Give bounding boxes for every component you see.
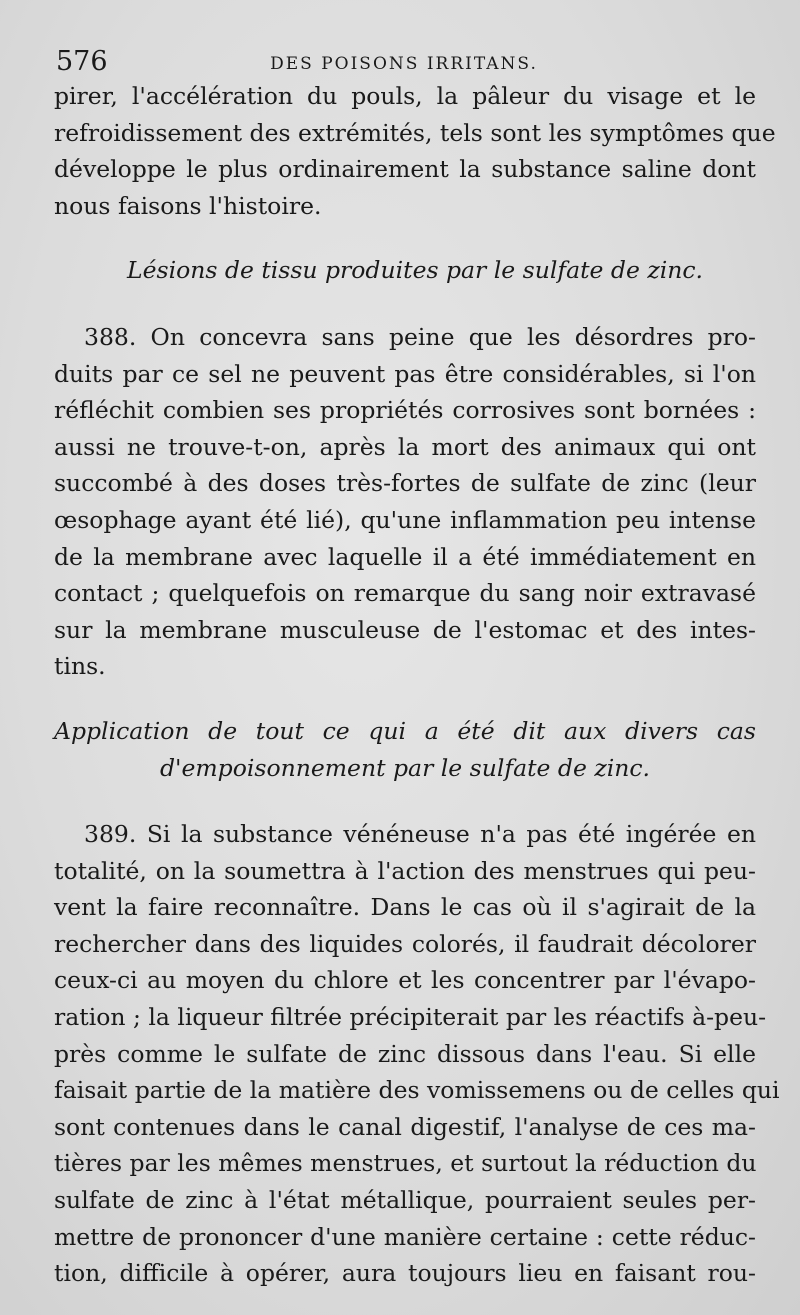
text-line: faisait partie de la matière des vomissemens ou de celles qui	[54, 1076, 780, 1105]
text-line: 388. On concevra sans peine que les désordres pro-	[84, 322, 756, 351]
text-line: 389. Si la substance vénéneuse n'a pas été ingérée en	[84, 820, 756, 849]
text-line: tières par les mêmes menstrues, et surtout la réduction du	[54, 1149, 757, 1178]
section-heading-lesions: Lésions de tissu produites par le sulfate de zinc.	[127, 256, 703, 285]
text-line: succombé à des doses très-fortes de sulfate de zinc (leur	[54, 469, 756, 498]
text-line: mettre de prononcer d'une manière certaine : cette réduc-	[54, 1222, 756, 1251]
paragraph-continued	[54, 78, 776, 224]
text-line: totalité, on la soumettra à l'action des menstrues qui peu-	[54, 856, 756, 885]
text-line: sont contenues dans le canal digestif, l'analyse de ces ma-	[54, 1112, 756, 1141]
page-number: 576	[56, 46, 108, 77]
text-line: pirer, l'accélération du pouls, la pâleur du visage et le	[54, 82, 756, 110]
text-line: refroidissement des extrémités, tels sont les symptômes que	[54, 118, 776, 147]
text-line: tins.	[54, 652, 106, 681]
paragraph-389	[54, 816, 780, 1292]
text-line: tion, difficile à opérer, aura toujours lieu en faisant rou-	[54, 1259, 756, 1288]
page-body	[54, 78, 780, 1292]
text-line: vent la faire reconnaître. Dans le cas où il s'agirait de la	[54, 893, 756, 922]
text-line: ration ; la liqueur filtrée précipiterait par les réactifs à-peu-	[54, 1003, 767, 1032]
paragraph-388	[54, 319, 756, 685]
text-line: contact ; quelquefois on remarque du sang noir extravasé	[54, 579, 756, 608]
text-line: sulfate de zinc à l'état métallique, pourraient seules per-	[54, 1186, 756, 1215]
text-line: près comme le sulfate de zinc dissous dans l'eau. Si elle	[54, 1039, 756, 1068]
text-line: ceux-ci au moyen du chlore et les concentrer par l'évapo-	[54, 966, 756, 995]
section-heading-application	[54, 713, 756, 786]
text-line: développe le plus ordinairement la substance saline dont	[54, 155, 756, 184]
text-line: rechercher dans des liquides colorés, il faudrait décolorer	[54, 929, 756, 958]
heading-line: Application de tout ce qui a été dit aux divers cas	[54, 716, 756, 745]
text-line: sur la membrane musculeuse de l'estomac et des intes-	[54, 615, 756, 644]
text-line: aussi ne trouve-t-on, après la mort des animaux qui ont	[54, 432, 756, 461]
text-line: de la membrane avec laquelle il a été immédiatement en	[54, 542, 756, 571]
heading-line: d'empoisonnement par le sulfate de zinc.	[159, 753, 650, 782]
text-line: nous faisons l'histoire.	[54, 191, 322, 220]
running-head: DES POISONS IRRITANS.	[270, 54, 538, 74]
text-line: réfléchit combien ses propriétés corrosives sont bornées :	[54, 396, 756, 425]
text-line: duits par ce sel ne peuvent pas être considérables, si l'on	[54, 359, 756, 388]
text-line: œsophage ayant été lié), qu'une inflammation peu intense	[54, 505, 756, 534]
